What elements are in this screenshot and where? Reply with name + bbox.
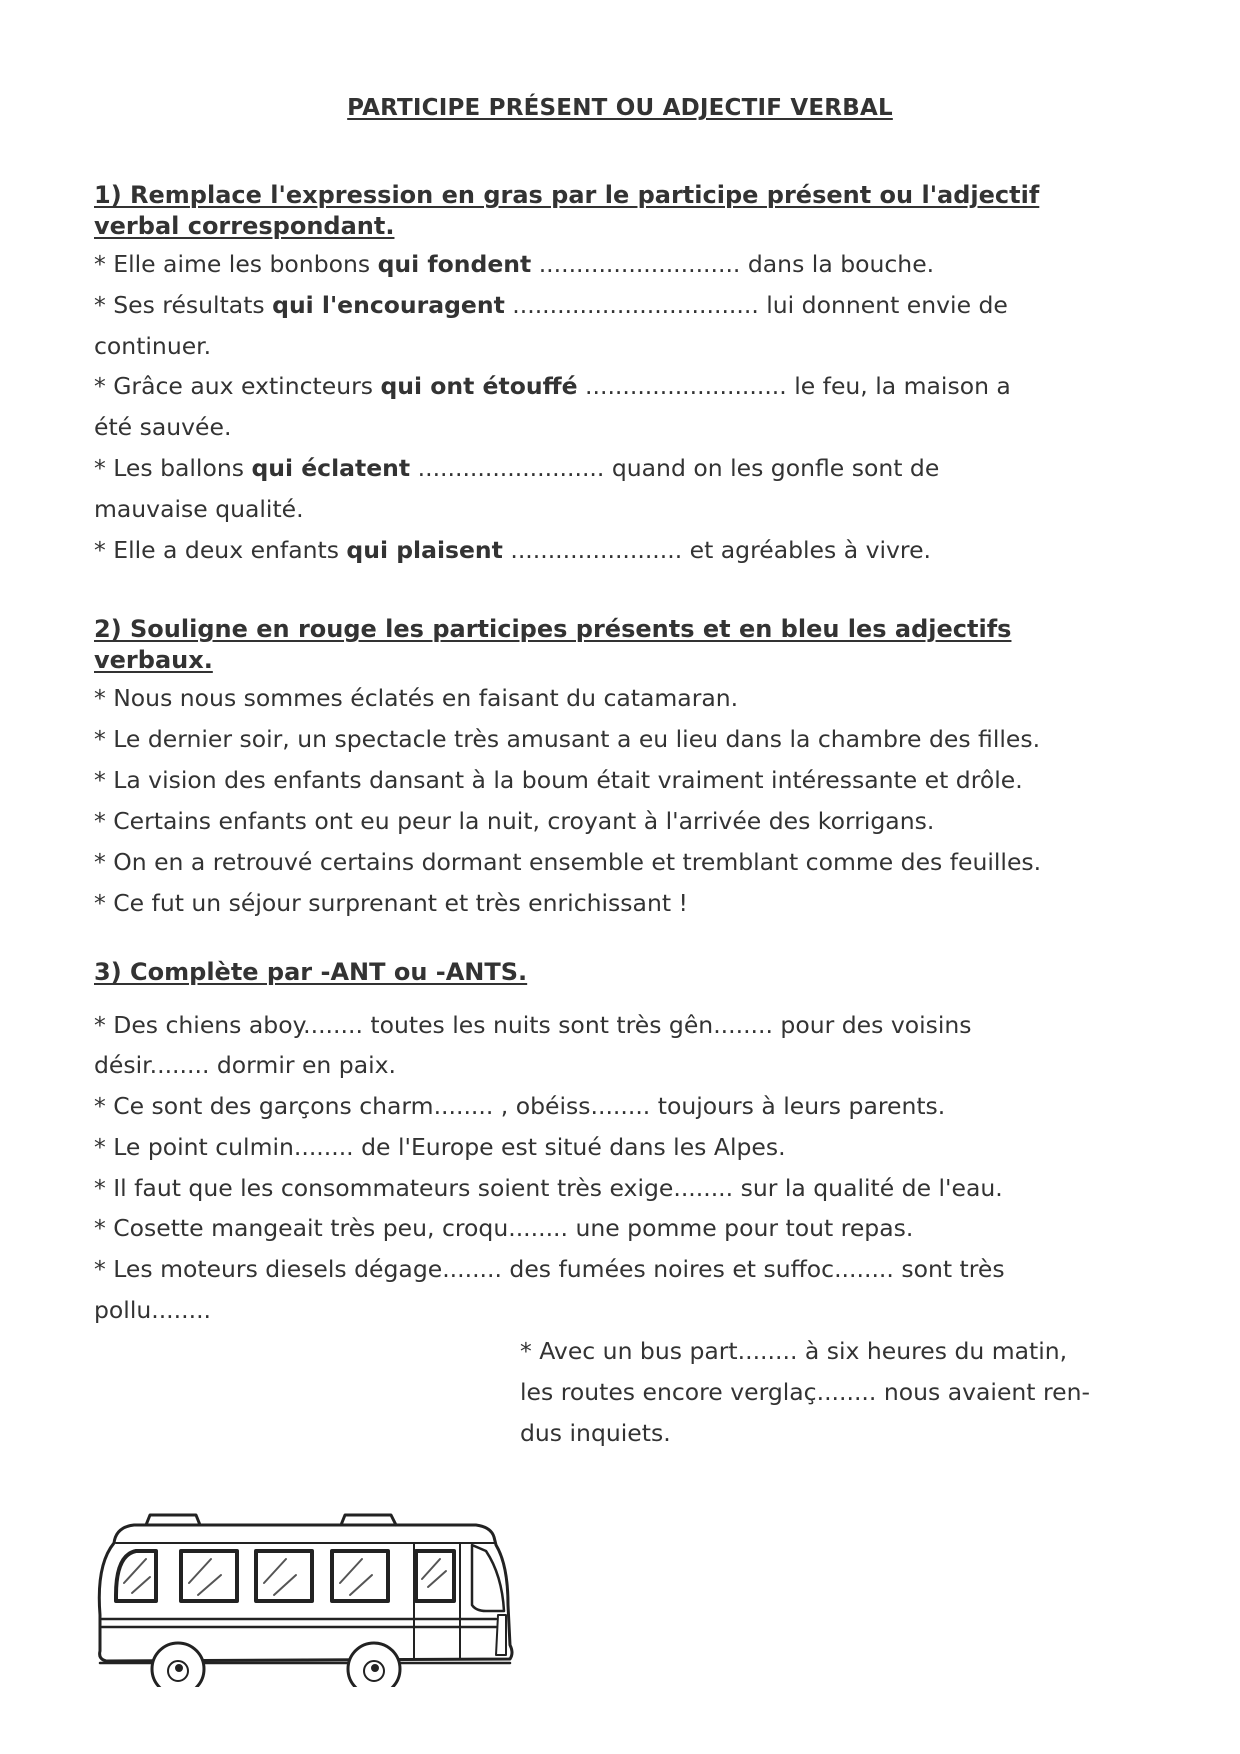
line-text: mauvaise qualité. xyxy=(94,495,304,523)
section-3-heading-line-1: 3) Complète par -ANT ou -ANTS. xyxy=(94,958,528,986)
line-text: ......................... quand on les gonfle sont de xyxy=(410,454,940,482)
bold-expression: qui ont étouffé xyxy=(380,372,578,400)
exercise-3-line-beside-image: dus inquiets. xyxy=(520,1419,671,1447)
exercise-2-line: * La vision des enfants dansant à la boum était vraiment intéressante et drôle. xyxy=(94,766,1023,794)
exercise-1-line xyxy=(94,249,934,279)
section-2-heading-line-1: 2) Souligne en rouge les participes présents et en bleu les adjectifs xyxy=(94,615,1012,643)
exercise-3-line: * Les moteurs diesels dégage........ des fumées noires et suffoc........ sont très xyxy=(94,1255,1005,1283)
exercise-1-line xyxy=(94,412,231,442)
exercise-2-line: * Le dernier soir, un spectacle très amusant a eu lieu dans la chambre des filles. xyxy=(94,725,1041,753)
exercise-1-line xyxy=(94,371,1011,401)
line-text: * Les ballons xyxy=(94,454,252,482)
exercise-2-line: * On en a retrouvé certains dormant ensemble et tremblant comme des feuilles. xyxy=(94,848,1042,876)
exercise-2-line: * Ce fut un séjour surprenant et très enrichissant ! xyxy=(94,889,688,917)
page-title: PARTICIPE PRÉSENT OU ADJECTIF VERBAL xyxy=(347,95,893,121)
line-text: continuer. xyxy=(94,332,212,360)
line-text: * Elle aime les bonbons xyxy=(94,250,378,278)
section-1-heading xyxy=(94,180,1094,242)
bold-expression: qui l'encouragent xyxy=(272,291,505,319)
exercise-3-line: * Cosette mangeait très peu, croqu........ une pomme pour tout repas. xyxy=(94,1214,914,1242)
exercise-3-line-beside-image: * Avec un bus part........ à six heures du matin, xyxy=(520,1337,1068,1365)
exercise-3-line-beside-image: les routes encore verglaç........ nous avaient ren- xyxy=(520,1378,1090,1406)
line-text: ................................. lui donnent envie de xyxy=(504,291,1008,319)
exercise-1-line xyxy=(94,535,931,565)
exercise-2-line: * Nous nous sommes éclatés en faisant du catamaran. xyxy=(94,684,739,712)
bold-expression: qui éclatent xyxy=(251,454,411,482)
line-text: * Grâce aux extincteurs xyxy=(94,372,381,400)
section-1-heading-line-1: 1) Remplace l'expression en gras par le participe présent ou l'adjectif xyxy=(94,181,1040,209)
line-text: ........................... le feu, la maison a xyxy=(577,372,1011,400)
exercise-3-line: * Des chiens aboy........ toutes les nuits sont très gên........ pour des voisins xyxy=(94,1011,972,1039)
exercise-1-line xyxy=(94,290,1008,320)
exercise-3-line: * Ce sont des garçons charm........ , obéiss........ toujours à leurs parents. xyxy=(94,1092,946,1120)
line-text: été sauvée. xyxy=(94,413,232,441)
exercise-1-line xyxy=(94,331,211,361)
exercise-3-line: pollu........ xyxy=(94,1296,212,1324)
section-2-heading-line-2: verbaux. xyxy=(94,646,213,674)
section-3-heading xyxy=(94,957,1094,988)
section-2-heading xyxy=(94,614,1094,676)
exercise-3-line: * Il faut que les consommateurs soient très exige........ sur la qualité de l'eau. xyxy=(94,1174,1003,1202)
line-text: * Ses résultats xyxy=(94,291,273,319)
bus-illustration xyxy=(86,1495,518,1687)
exercise-3-line: * Le point culmin........ de l'Europe est situé dans les Alpes. xyxy=(94,1133,786,1161)
line-text: ........................... dans la bouche. xyxy=(531,250,935,278)
exercise-1-line xyxy=(94,453,939,483)
bold-expression: qui fondent xyxy=(377,250,532,278)
bold-expression: qui plaisent xyxy=(346,536,503,564)
exercise-2-line: * Certains enfants ont eu peur la nuit, croyant à l'arrivée des korrigans. xyxy=(94,807,935,835)
exercise-3-line: désir........ dormir en paix. xyxy=(94,1051,397,1079)
exercise-1-line xyxy=(94,494,304,524)
section-1-heading-line-2: verbal correspondant. xyxy=(94,212,395,240)
line-text: ....................... et agréables à vivre. xyxy=(502,536,932,564)
line-text: * Elle a deux enfants xyxy=(94,536,347,564)
